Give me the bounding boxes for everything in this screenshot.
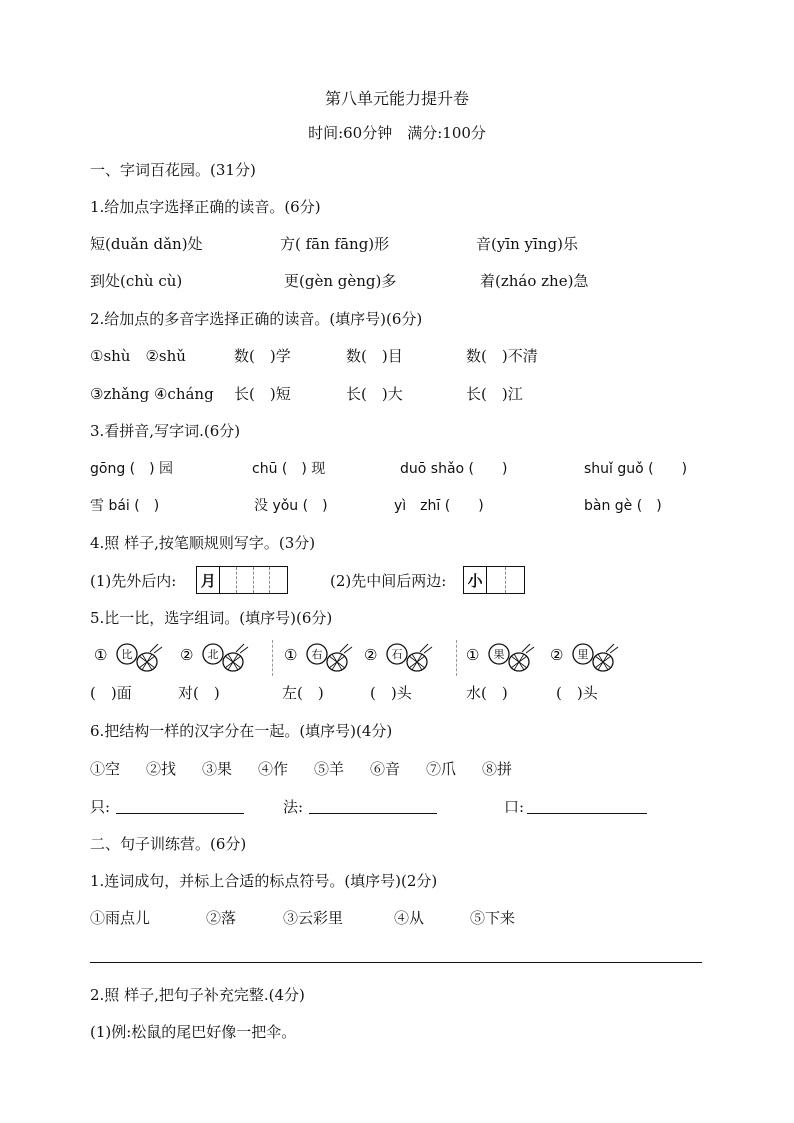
q5-figure-group [92, 640, 252, 676]
q4-heading: 4.照 样子,按笔顺规则写字。(3分) [90, 534, 316, 552]
q2-item: 长( )江 [466, 385, 523, 403]
q5-item: ( )头 [556, 684, 598, 702]
q5-item: 对( ) [178, 684, 220, 702]
q1-item: 着(zháo zhe)急 [480, 272, 589, 290]
p2-q1-word: ①雨点儿 [90, 909, 151, 927]
q5-ladybug-figures [282, 640, 442, 676]
q2-options-row2: ③zhǎng ④cháng [90, 385, 214, 403]
q5-option-number: ② [180, 646, 194, 664]
q5-option-char: 右 [311, 648, 323, 661]
q6-char: ②找 [146, 760, 177, 778]
page-subtitle: 时间:60分钟 满分:100分 [308, 124, 486, 142]
q1-item: 更(gèn gèng)多 [284, 272, 397, 290]
q3-item: chū ( ) 现 [252, 461, 326, 477]
p2-q1-word: ③云彩里 [283, 909, 344, 927]
q6-char: ⑧拼 [482, 760, 513, 778]
p2-q1-word: ②落 [206, 909, 237, 927]
p2-q1-heading: 1.连词成句，并标上合适的标点符号。(填序号)(2分) [90, 872, 438, 890]
q5-option-char: 果 [493, 648, 505, 661]
q6-answer-blank[interactable] [309, 797, 437, 814]
q3-item: shuǐ guǒ ( ) [584, 461, 688, 477]
q1-item: 方( fān fāng)形 [280, 235, 390, 253]
q2-item: 数( )学 [234, 347, 291, 365]
q6-answer-blank[interactable] [527, 797, 647, 814]
writing-cell[interactable] [270, 567, 287, 593]
q5-item: 左( ) [282, 684, 324, 702]
q6-char: ⑦爪 [426, 760, 457, 778]
q1-item: 到处(chù cù) [90, 272, 183, 290]
q5-option-char: 北 [207, 648, 219, 661]
q4-item2-label: (2)先中间后两边: [330, 572, 447, 590]
writing-cell[interactable] [220, 567, 237, 593]
q1-heading: 1.给加点字选择正确的读音。(6分) [90, 198, 321, 216]
q5-ladybug-figures [92, 640, 252, 676]
q1-item: 短(duǎn dǎn)处 [90, 235, 203, 253]
writing-cell[interactable] [487, 567, 505, 593]
q6-char: ⑤羊 [314, 760, 345, 778]
p2-q1-word: ④从 [394, 909, 425, 927]
q4-item1-label: (1)先外后内: [90, 572, 177, 590]
q5-option-number: ② [550, 646, 564, 664]
part1-heading: 一、字词百花园。(31分) [90, 161, 256, 179]
q5-divider [272, 640, 273, 676]
q5-divider [456, 640, 457, 676]
q6-group-label: 口: [504, 798, 525, 816]
q5-option-number: ② [364, 646, 378, 664]
q5-option-number: ① [466, 646, 480, 664]
q5-option-number: ① [284, 646, 298, 664]
q3-item: yì zhī ( ) [394, 498, 484, 514]
p2-q2-heading: 2.照 样子,把句子补充完整.(4分) [90, 986, 305, 1004]
q2-item: 长( )大 [346, 385, 403, 403]
q6-answer-blank[interactable] [116, 797, 244, 814]
q5-item: ( )头 [370, 684, 412, 702]
q6-group-label: 只: [90, 798, 111, 816]
q5-item: ( )面 [90, 684, 132, 702]
q2-item: 数( )不清 [466, 347, 538, 365]
q5-figure-group [282, 640, 442, 676]
writing-cell[interactable] [237, 567, 254, 593]
q2-options-row1: ①shù ②shǔ [90, 347, 186, 365]
p2-q2-example: (1)例:松鼠的尾巴好像一把伞。 [90, 1023, 297, 1041]
writing-cell[interactable] [506, 567, 524, 593]
q3-item: 没 yǒu ( ) [254, 498, 328, 514]
q2-item: 长( )短 [234, 385, 291, 403]
q5-option-char: 比 [121, 648, 133, 661]
q2-item: 数( )目 [346, 347, 403, 365]
q5-heading: 5.比一比，选字组词。(填序号)(6分) [90, 609, 333, 627]
q5-option-number: ① [94, 646, 108, 664]
q3-item: bàn gè ( ) [584, 498, 662, 514]
page-title: 第八单元能力提升卷 [324, 89, 469, 108]
q2-heading: 2.给加点的多音字选择正确的读音。(填序号)(6分) [90, 310, 423, 328]
q3-item: duō shǎo ( ) [400, 461, 508, 477]
q5-ladybug-figures [464, 640, 624, 676]
q5-figure-group [464, 640, 624, 676]
q4-writing-grid-2[interactable] [463, 566, 525, 594]
q6-char: ①空 [90, 760, 121, 778]
q3-item: gōng ( ) 园 [90, 461, 174, 477]
q4-writing-grid-1[interactable] [196, 566, 288, 594]
q4-sample-char: 月 [197, 567, 220, 593]
q3-heading: 3.看拼音,写字词.(6分) [90, 422, 241, 440]
q6-char: ④作 [258, 760, 289, 778]
p2-q1-answer-line[interactable] [90, 962, 702, 963]
q1-item: 音(yīn yīng)乐 [476, 235, 578, 253]
p2-q1-word: ⑤下来 [470, 909, 516, 927]
q6-char: ⑥音 [370, 760, 401, 778]
q6-heading: 6.把结构一样的汉字分在一起。(填序号)(4分) [90, 722, 393, 740]
q3-item: 雪 bái ( ) [90, 498, 160, 514]
q6-group-label: 法: [283, 798, 304, 816]
q5-option-char: 石 [391, 648, 403, 661]
q6-char: ③果 [202, 760, 233, 778]
q5-item: 水( ) [466, 684, 508, 702]
writing-cell[interactable] [254, 567, 271, 593]
q5-option-char: 里 [577, 648, 589, 661]
q4-sample-char: 小 [464, 567, 487, 593]
part2-heading: 二、句子训练营。(6分) [90, 835, 247, 853]
